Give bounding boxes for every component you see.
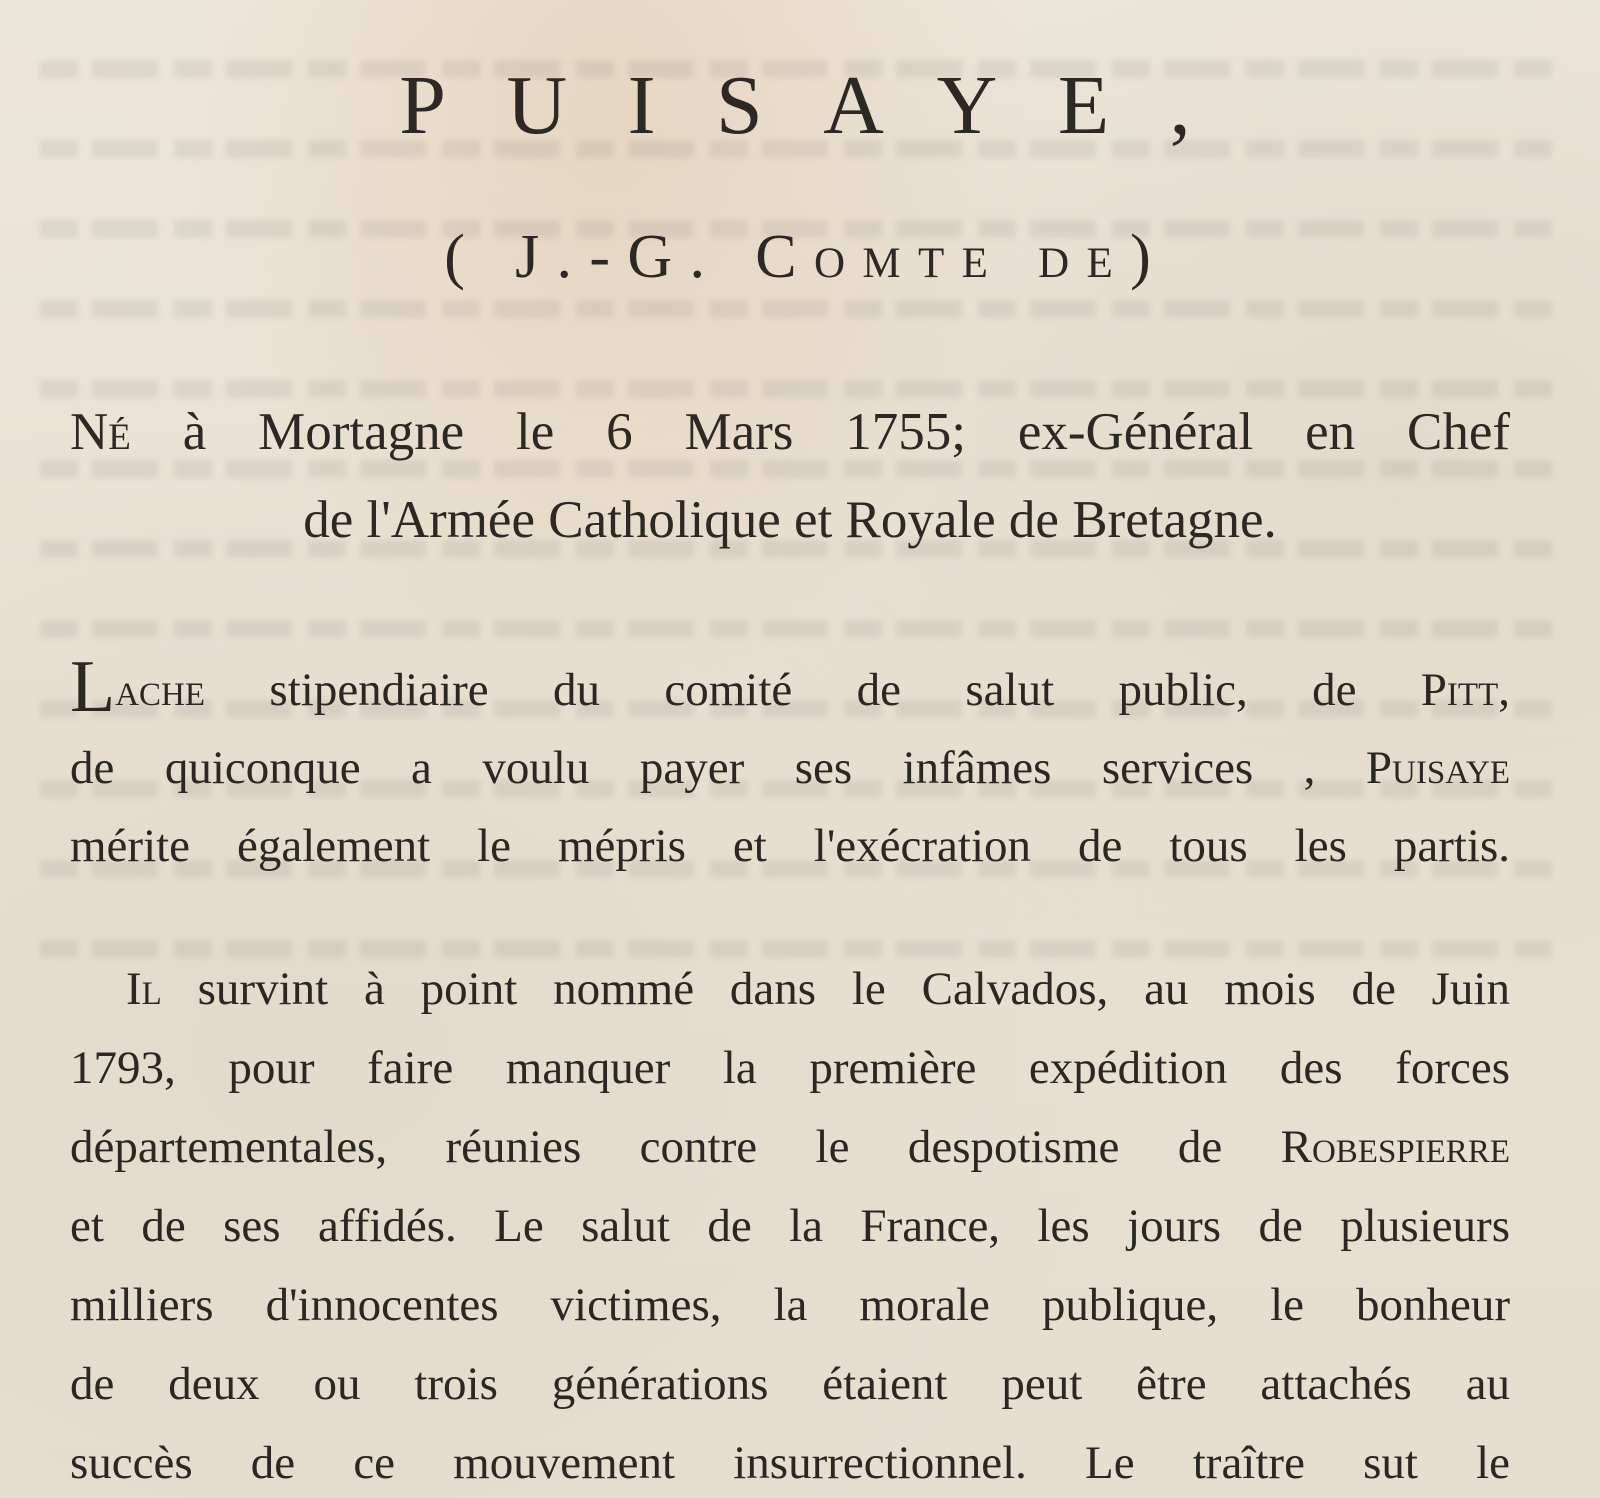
line-text: survint à point nommé dans le Calvados, au mois de Juin: [161, 963, 1510, 1015]
birth-line-1: [70, 388, 1510, 476]
drop-cap: L: [70, 646, 116, 728]
paragraph-1-line-3: mérite également le mépris et l'exécration de tous les partis.: [70, 820, 1510, 872]
paragraph-2-line-3: [70, 1108, 1510, 1187]
lead-small-caps: Il: [126, 963, 162, 1015]
name-robespierre: Robespierre: [1280, 1121, 1510, 1173]
paragraph-2-line-2: 1793, pour faire manquer la première expédition des forces: [70, 1042, 1510, 1094]
paragraph-2: [70, 950, 1510, 1498]
birth-line-1-text: à Mortagne le 6 Mars 1755; ex-Général en Chef: [130, 403, 1510, 461]
birth-statement: [70, 388, 1510, 564]
birth-lead-word: Né: [70, 403, 131, 461]
line-text: de quiconque a voulu payer ses infâmes services ,: [70, 742, 1366, 794]
paragraph-1-line-2: [70, 729, 1510, 807]
line-text: stipendiaire du comité de salut public, de: [205, 664, 1421, 716]
paragraph-1-line-1: [70, 646, 1510, 729]
paragraph-1: [70, 646, 1510, 885]
name-pitt: Pitt: [1420, 664, 1499, 716]
name-puisaye: Puisaye: [1365, 742, 1510, 794]
line-punct: ,: [1498, 664, 1510, 716]
birth-line-2: de l'Armée Catholique et Royale de Bretagne.: [303, 491, 1277, 549]
paragraph-2-line-5: milliers d'innocentes victimes, la morale publique, le bonheur: [70, 1279, 1510, 1331]
paragraph-2-line-4: et de ses affidés. Le salut de la France, les jours de plusieurs: [70, 1200, 1510, 1252]
paragraph-2-line-6: de deux ou trois générations étaient peut être attachés au: [70, 1358, 1510, 1410]
entry-title: PUISAYE,: [399, 59, 1252, 152]
paragraph-2-line-1: [70, 950, 1510, 1029]
entry-subtitle: ( J.-G. Comte de): [444, 223, 1169, 291]
line-text: départementales, réunies contre le despotisme de: [70, 1121, 1281, 1173]
lead-small-caps: ache: [115, 664, 206, 716]
paragraph-2-line-7: succès de ce mouvement insurrectionnel. Le traître sut le: [70, 1437, 1510, 1489]
